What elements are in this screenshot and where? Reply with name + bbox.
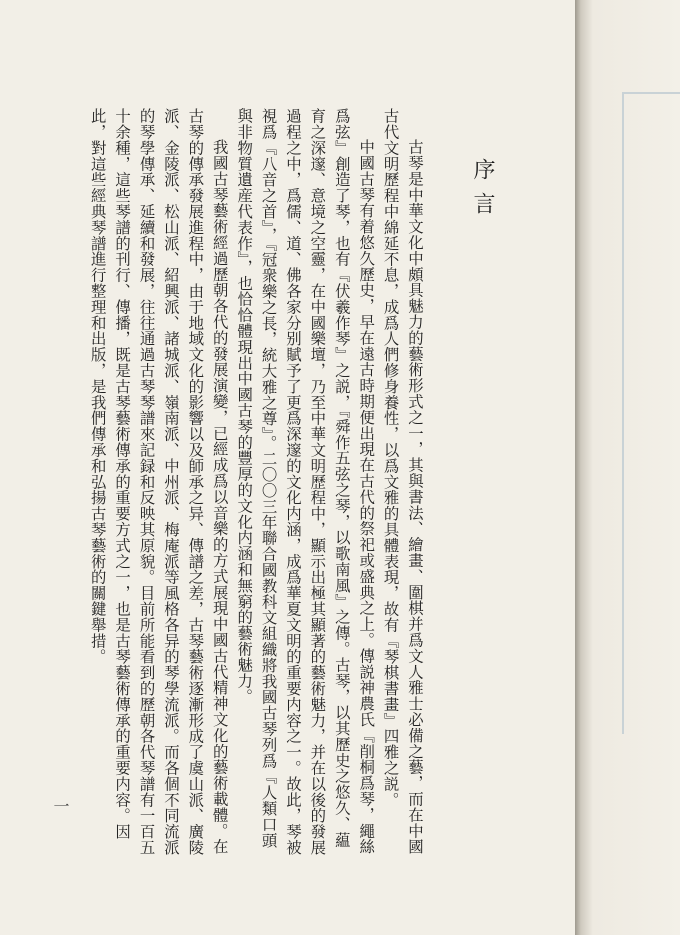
paragraph-3: 我國古琴藝術經過歷朝各代的發展演變，已經成爲以音樂的方式展現中國古代精神文化的藝術載體。在古琴的傳承發展進程中，由于地域文化的影響以及師承之异、傳譜之差，古琴藝術逐漸形成了虞山派、廣陵派、金陵派、松山派、紹興派、諸城派、嶺南派、中州派、梅庵派等風格各异的琴學流派。而各個不同流派的琴學傳承、延續和發展，往往通過古琴琴譜來記録和反映其原貌。目前所能看到的歷朝各代琴譜有一百五十余種，這些琴譜的刊行、傳播，既是古琴藝術傳承的重要方式之一，也是古琴藝術傳承的重要内容。因此，對這些經典琴譜進行整理和出版，是我們傳承和弘揚古琴藝術的關鍵舉措。: [88, 108, 229, 856]
page-title: 序言: [470, 158, 495, 226]
paragraph-2: 中國古琴有着悠久歷史，早在遠古時期便出現在古代的祭祀或盛典之上。傳説神農氏『削桐爲琴，繩絲爲弦』創造了琴，也有『伏羲作琴』之説，『舜作五弦之琴，以歌南風』之傳。古琴，以其歷史之悠久、藴育之深邃、意境之空靈，在中國樂壇，乃至中華文明歷程中，顯示出極其顯著的藝術魅力，并在以後的發展過程之中，爲儒、道、佛各家分别賦予了更爲深邃的文化内涵，成爲華夏文明的重要内容之一。故此，琴被視爲『八音之首』，『冠衆樂之長，統大雅之尊』。二〇〇三年聯合國教科文組織將我國古琴列爲『人類口頭與非物質遺産代表作』，也恰恰體現出中國古琴的豐厚的文化内涵和無窮的藝術魅力。: [235, 108, 376, 856]
paragraph-1: 古琴是中華文化中頗具魅力的藝術形式之一，其與書法、繪畫、圍棋并爲文人雅士必備之藝，而在中國古代文明歷程中綿延不息，成爲人們修身養性，以爲文雅的具體表現，故有『琴棋書畫』四雅之説。: [381, 108, 424, 855]
preface-body: [47, 108, 427, 858]
facing-page-frame: [622, 92, 680, 734]
page-number: 一: [51, 798, 70, 814]
